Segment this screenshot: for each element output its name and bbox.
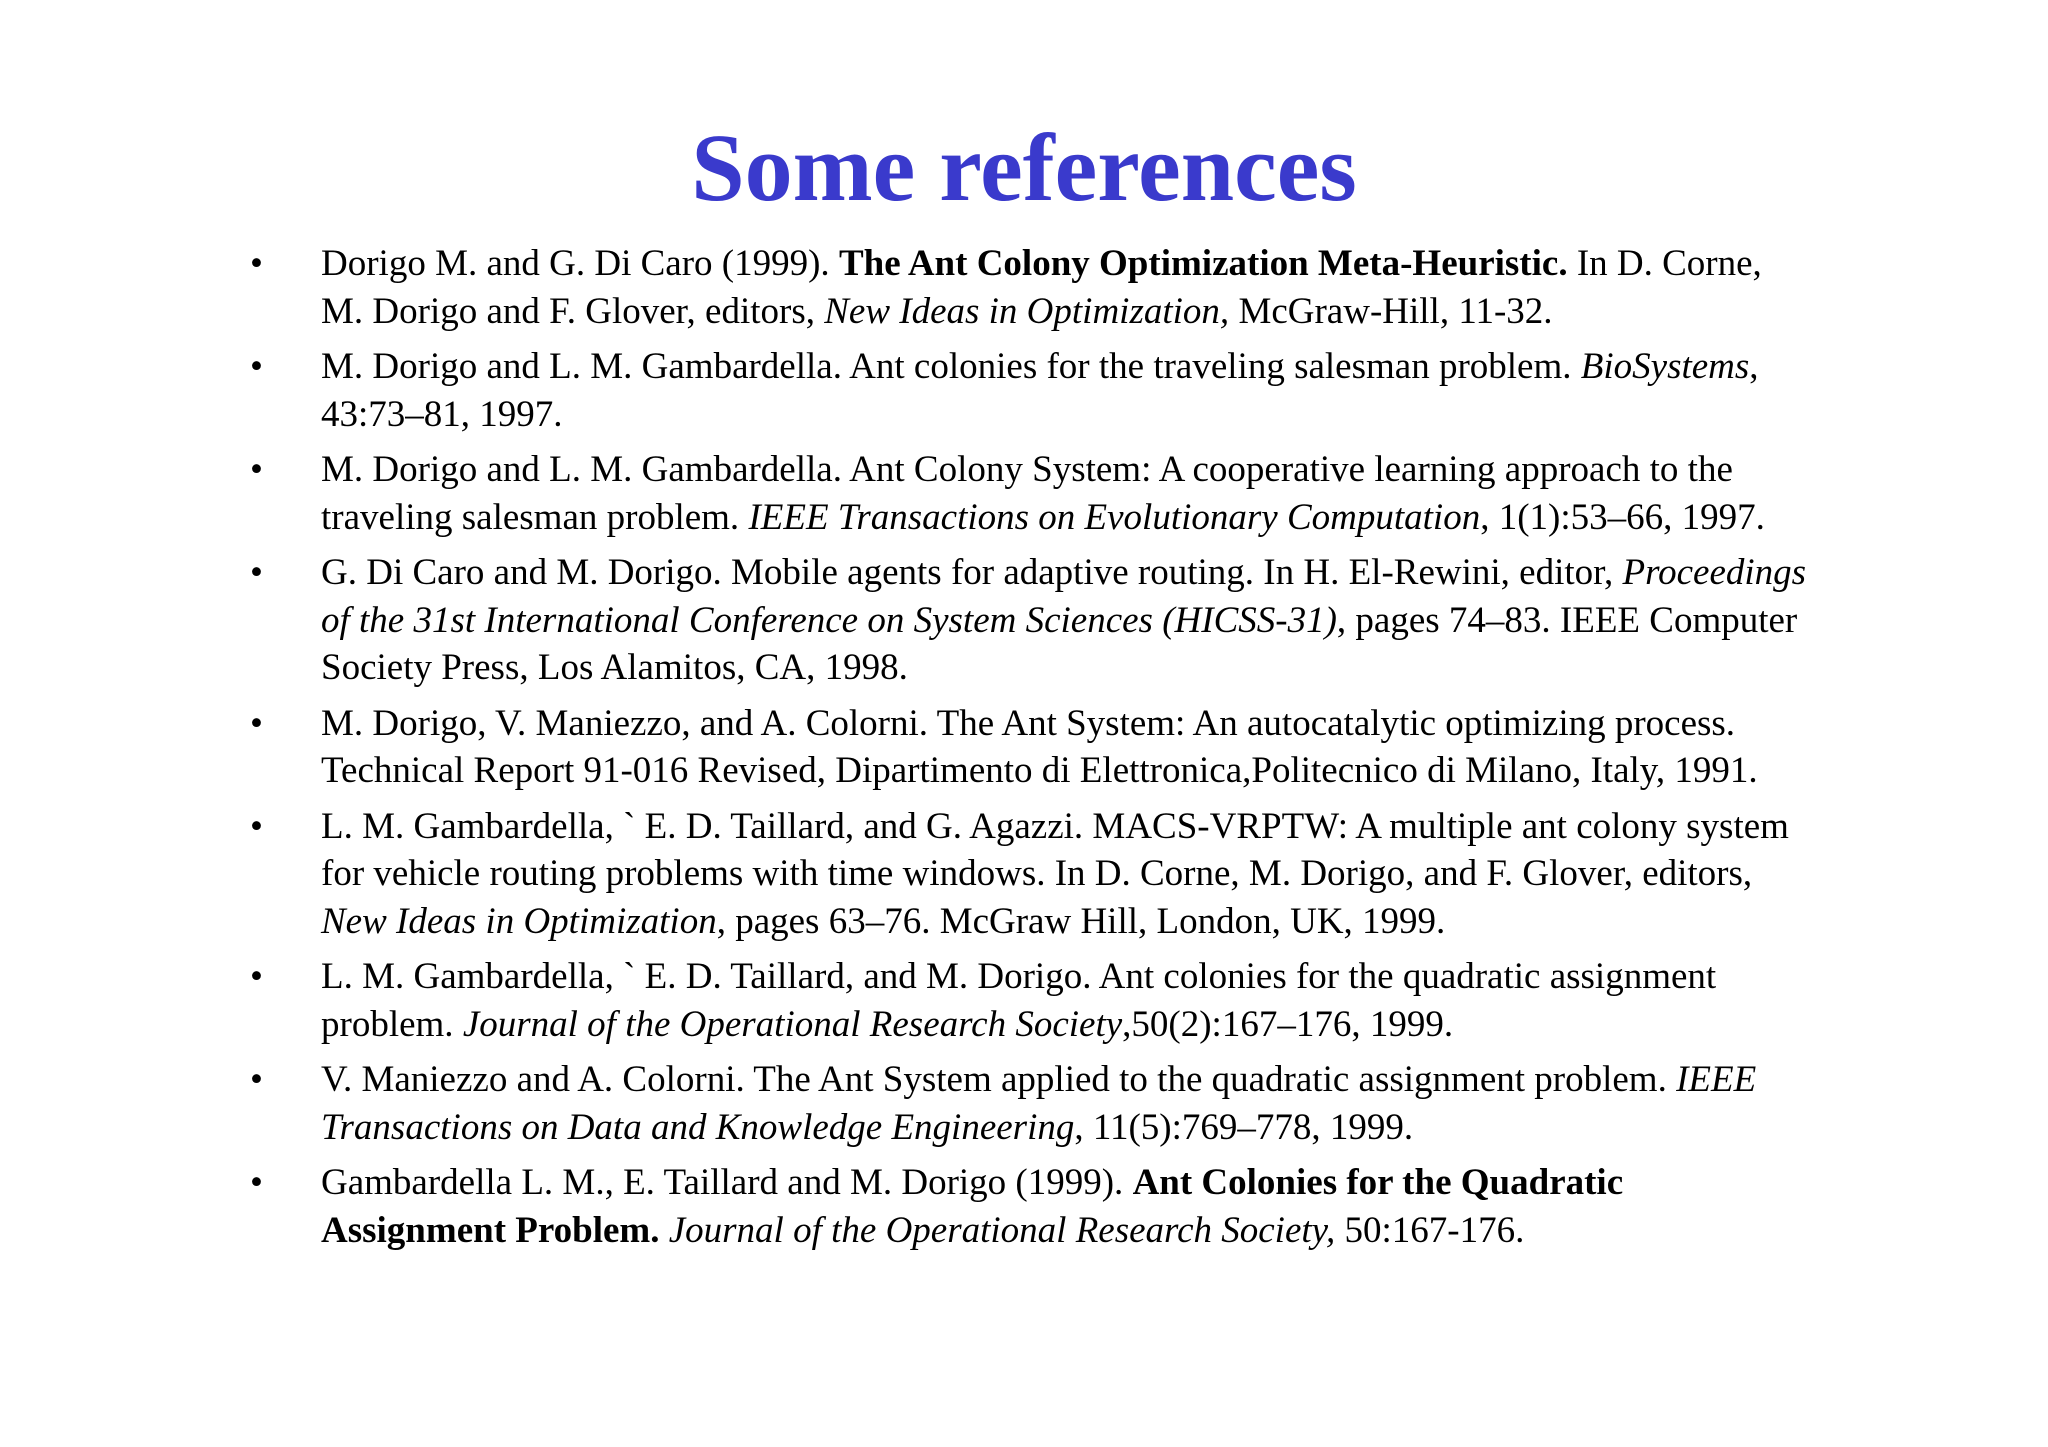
reference-venue: IEEE Transactions on Data and Knowledge Engineering xyxy=(321,1059,1757,1148)
reference-details: , pages 63–76. McGraw Hill, London, UK, 1999. xyxy=(716,900,1446,942)
bullet: • xyxy=(250,1059,263,1100)
reference-details: ,50(2):167–176, 1999. xyxy=(1122,1003,1454,1045)
bullet: • xyxy=(250,702,263,744)
bullet: • xyxy=(250,346,263,387)
reference-details: , 1(1):53–66, 1997. xyxy=(1480,496,1765,538)
reference-venue: New Ideas in Optimization, xyxy=(824,290,1230,332)
reference-venue: Journal of the Operational Research Society xyxy=(462,1003,1123,1045)
reference-details: 50:167-176. xyxy=(1335,1209,1525,1251)
reference-venue: IEEE Transactions on Evolutionary Computation xyxy=(748,496,1481,538)
reference-title: The Ant Colony Optimization Meta-Heuristic. xyxy=(838,243,1568,284)
bullet: • xyxy=(250,243,263,284)
reference-text xyxy=(659,1210,668,1251)
bullet: • xyxy=(250,552,263,593)
slide-title: Some references xyxy=(691,114,1357,221)
bullet: • xyxy=(250,1162,263,1203)
reference-authors: Gambardella L. M., E. Taillard and M. Dorigo (1999). xyxy=(321,1162,1133,1203)
reference-venue: New Ideas in Optimization xyxy=(321,900,717,942)
reference-item-1 xyxy=(250,240,1810,335)
reference-item-6 xyxy=(250,803,1810,946)
reference-text: L. M. Gambardella, ` E. D. Taillard, and M. Dorigo. Ant colonies for the quadratic assignment problem. xyxy=(321,956,1717,1045)
reference-text: In D. Corne, M. Dorigo and F. Glover, editors, xyxy=(321,243,1762,332)
bullet: • xyxy=(250,956,263,997)
reference-details: , 43:73–81, 1997. xyxy=(321,346,1759,435)
reference-item-7 xyxy=(250,953,1810,1048)
reference-item-9 xyxy=(250,1159,1810,1254)
reference-item-8 xyxy=(250,1056,1810,1151)
reference-text: V. Maniezzo and A. Colorni. The Ant System applied to the quadratic assignment problem. xyxy=(321,1059,1677,1100)
bullet: • xyxy=(250,449,263,490)
reference-text: M. Dorigo and L. M. Gambardella. Ant Colony System: A cooperative learning approach to the traveling salesman problem. xyxy=(321,449,1733,538)
reference-text: L. M. Gambardella, ` E. D. Taillard, and G. Agazzi. MACS-VRPTW: A multiple ant colony system for vehicle routing problems with time windows. In D. Corne, M. Dorigo, and F. Glover, editors, xyxy=(321,805,1789,894)
reference-item-4 xyxy=(250,549,1810,692)
reference-venue: BioSystems xyxy=(1580,346,1750,387)
reference-list xyxy=(250,240,1810,1262)
reference-item-3 xyxy=(250,446,1810,541)
reference-title: Ant Colonies for the Quadratic Assignment Problem. xyxy=(321,1162,1624,1251)
reference-item-2 xyxy=(250,343,1810,438)
reference-authors: Dorigo M. and G. Di Caro (1999). xyxy=(321,243,839,284)
reference-details: McGraw-Hill, 11-32. xyxy=(1229,290,1553,332)
bullet: • xyxy=(250,805,263,847)
reference-details: , pages 74–83. IEEE Computer Society Press, Los Alamitos, CA, 1998. xyxy=(321,599,1798,688)
reference-details: , 11(5):769–778, 1999. xyxy=(1074,1106,1414,1148)
reference-text: G. Di Caro and M. Dorigo. Mobile agents for adaptive routing. In H. El-Rewini, editor, xyxy=(321,552,1623,593)
reference-text: M. Dorigo, V. Maniezzo, and A. Colorni. The Ant System: An autocatalytic optimizing process. Technical Report 91-016 Revised, Dipartimento di Elettronica,Politecnico di Milano, Italy, 1991. xyxy=(321,702,1758,791)
reference-text: M. Dorigo and L. M. Gambardella. Ant colonies for the traveling salesman problem. xyxy=(321,346,1581,387)
reference-venue: Proceedings of the 31st International Conference on System Sciences (HICSS-31) xyxy=(321,552,1807,641)
reference-item-5 xyxy=(250,700,1810,795)
reference-venue: Journal of the Operational Research Society, xyxy=(668,1209,1336,1251)
